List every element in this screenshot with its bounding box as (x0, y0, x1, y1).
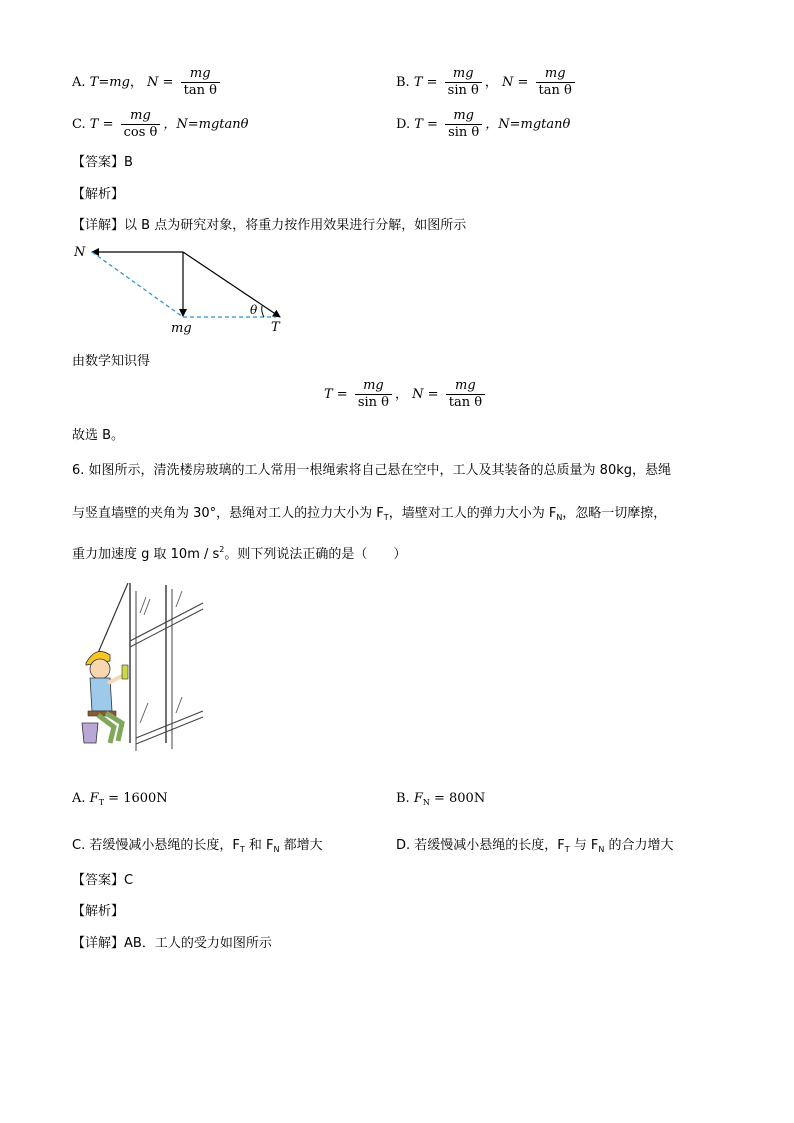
label-theta: θ (250, 303, 258, 317)
eq-t-lhs: T = (324, 387, 348, 402)
stem-text: 重力加速度 g 取 10m / s (72, 547, 220, 562)
q6-option-b (396, 791, 485, 807)
subscript: T (383, 513, 389, 522)
detail-tag: 【详解】 (72, 936, 125, 951)
numerator: mg (536, 66, 575, 83)
dashed-parallel-line (92, 252, 183, 317)
fraction (121, 108, 161, 141)
theta-arc (262, 306, 264, 317)
fraction (445, 108, 482, 141)
option-letter: A. (72, 791, 86, 806)
detail-tag: 【详解】 (72, 218, 125, 233)
option-b-n-lhs: N = (502, 75, 529, 90)
option-text: 的合力增大 (604, 838, 674, 853)
numerator: mg (445, 108, 482, 125)
force-symbol: F (413, 791, 423, 806)
subscript: T (239, 845, 245, 854)
option-letter: A. (72, 75, 86, 90)
option-text: C. 若缓慢减小悬绳的长度，F (72, 838, 240, 853)
q5-option-a (72, 66, 223, 99)
eq-n-lhs: N = (412, 387, 439, 402)
fraction (446, 378, 485, 411)
denominator: cos θ (123, 125, 158, 140)
option-letter: B. (396, 75, 410, 90)
subscript: N (556, 513, 563, 522)
denominator: tan θ (538, 83, 572, 98)
result-equations (324, 378, 488, 411)
label-mg: mg (171, 321, 192, 336)
option-c-tail: ，N=mgtanθ (163, 117, 249, 132)
numerator: mg (445, 66, 482, 83)
force-diagram (70, 238, 290, 338)
option-b-t-lhs: T = (413, 75, 438, 90)
numerator: mg (446, 378, 485, 395)
denominator: sin θ (447, 83, 479, 98)
option-letter: D. (396, 117, 411, 132)
answer-value: C (124, 873, 134, 888)
conclusion-text: 故选 B。 (72, 428, 125, 443)
option-d-t-lhs: T = (414, 117, 438, 132)
fraction (355, 378, 392, 411)
q6-answer (72, 869, 133, 888)
option-text: 与 F (569, 838, 599, 853)
separator: ， (129, 75, 143, 90)
subscript: T (564, 845, 570, 854)
fraction (181, 66, 220, 99)
option-a-n-lhs: N = (147, 75, 174, 90)
window-cleaner-illustration (78, 583, 208, 753)
superscript: 2 (219, 545, 225, 554)
q5-option-d (396, 108, 570, 141)
detail-text: 以 B 点为研究对象，将重力按作用效果进行分解，如图所示 (124, 218, 467, 233)
q6-stem-line2 (72, 502, 666, 522)
q6-option-a (72, 791, 168, 807)
option-c-t-lhs: T = (89, 117, 114, 132)
force-symbol: F (89, 791, 99, 806)
option-d-tail: ，N=mgtanθ (485, 117, 571, 132)
stem-text: 。则下列说法正确的是（ ） (224, 547, 407, 562)
q6-stem-line1: 6. 如图所示，清洗楼房玻璃的工人常用一根绳索将自己悬在空中，工人及其装备的总质量为 80kg，悬绳 (72, 463, 671, 478)
q5-option-c (72, 108, 248, 141)
q6-analysis-tag: 【解析】 (72, 904, 125, 919)
q6-stem-line3 (72, 543, 406, 562)
denominator: sin θ (448, 125, 480, 140)
option-letter: B. (396, 791, 410, 806)
numerator: mg (181, 66, 220, 83)
label-n: N (74, 245, 86, 260)
detail-text: AB．工人的受力如图所示 (124, 936, 272, 951)
separator: ， (484, 75, 498, 90)
option-text: D. 若缓慢减小悬绳的长度，F (396, 838, 565, 853)
answer-tag: 【答案】 (72, 873, 125, 888)
subscript: N (598, 845, 605, 854)
stem-text: ，墙壁对工人的弹力大小为 F (388, 506, 557, 521)
q5-analysis-tag: 【解析】 (72, 187, 125, 202)
label-t: T (271, 320, 280, 335)
denominator: tan θ (183, 83, 217, 98)
numerator: mg (355, 378, 392, 395)
separator: ， (395, 387, 409, 402)
q6-option-d (396, 834, 674, 854)
q5-answer (72, 151, 133, 170)
q5-detail (72, 214, 466, 233)
option-letter: C. (72, 117, 86, 132)
denominator: sin θ (357, 395, 390, 410)
denominator: tan θ (448, 395, 483, 410)
numerator: mg (121, 108, 161, 125)
q5-option-b (396, 66, 578, 99)
math-knowledge-text: 由数学知识得 (72, 354, 151, 369)
answer-value: B (124, 155, 133, 170)
option-text: 都增大 (279, 838, 323, 853)
fraction (445, 66, 482, 99)
option-value: = 1600N (104, 791, 168, 806)
subscript: T (98, 798, 105, 807)
stem-text: 与竖直墙壁的夹角为 30°，悬绳对工人的拉力大小为 F (72, 506, 384, 521)
q6-detail (72, 932, 272, 951)
option-text: 和 F (244, 838, 274, 853)
fraction (536, 66, 575, 99)
t-force-line (183, 252, 280, 317)
subscript: N (422, 798, 430, 807)
option-value: = 800N (429, 791, 486, 806)
q6-option-c (72, 834, 323, 854)
stem-text: ，忽略一切摩擦， (562, 506, 667, 521)
option-a-t: T=mg (89, 75, 130, 90)
subscript: N (273, 845, 280, 854)
answer-tag: 【答案】 (72, 155, 125, 170)
